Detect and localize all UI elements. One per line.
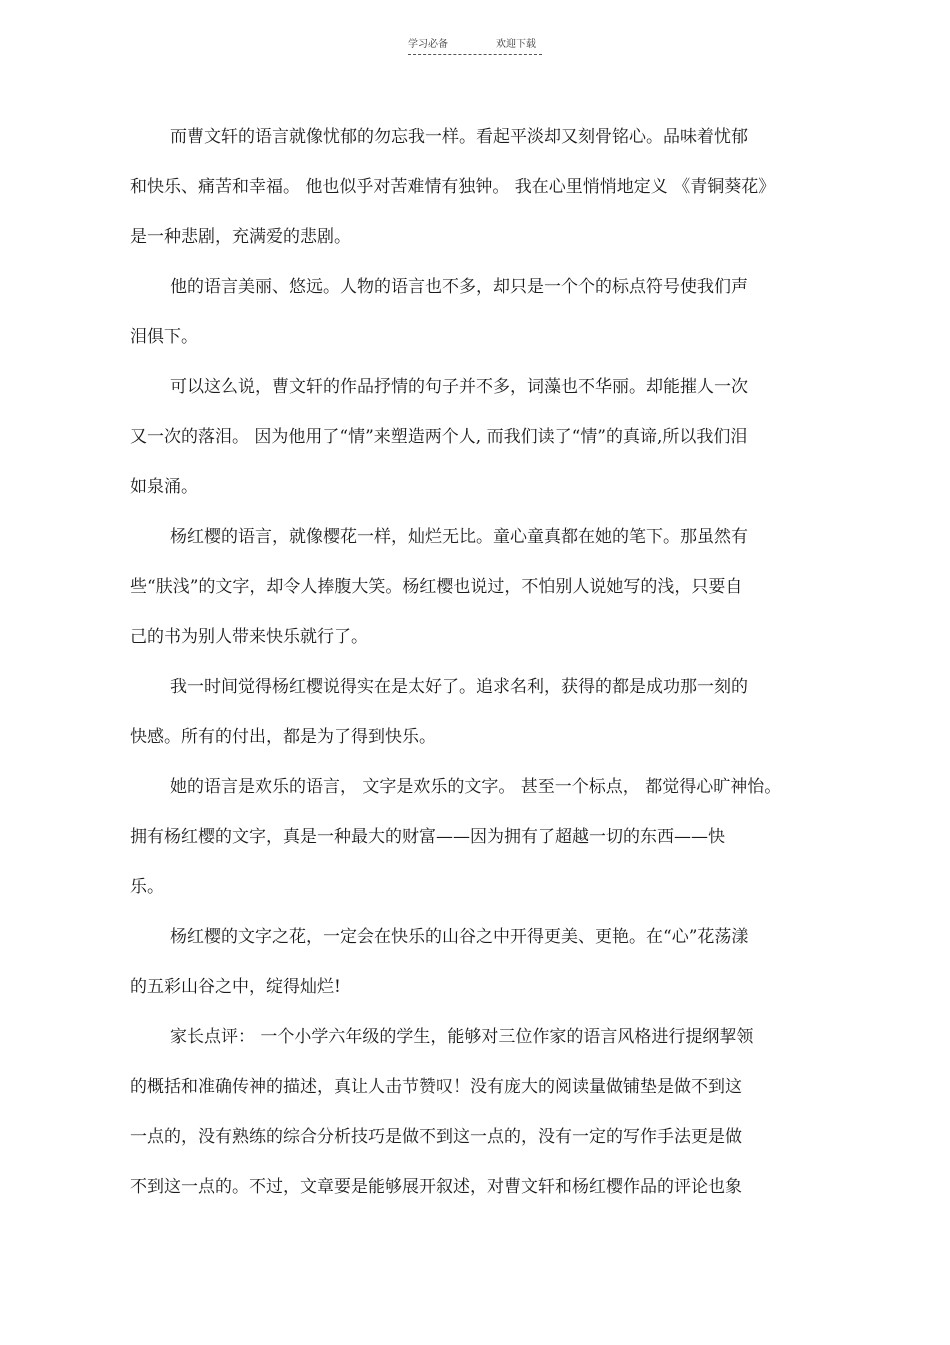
text-line: 是一种悲剧，充满爱的悲剧。 [130,227,351,247]
text-line: 的五彩山谷之中，绽得灿烂! [130,977,341,997]
header-left-text: 学习必备 [408,39,448,50]
text-line: 他的语言美丽、悠远。人物的语言也不多，却只是一个个的标点符号使我们声 [170,277,748,297]
text-line: 一点的，没有熟练的综合分析技巧是做不到这一点的，没有一定的写作手法更是做 [130,1127,742,1147]
text-line: 不到这一点的。不过，文章要是能够展开叙述，对曹文轩和杨红樱作品的评论也象 [130,1177,742,1197]
text-line: 拥有杨红樱的文字，真是一种最大的财富——因为拥有了超越一切的东西——快 [130,827,725,847]
text-line: 些“肤浅”的文字，却令人捧腹大笑。杨红樱也说过，不怕别人说她写的浅，只要自 [130,577,743,597]
text-line: 如泉涌。 [130,477,198,497]
text-line: 杨红樱的语言，就像樱花一样，灿烂无比。童心童真都在她的笔下。那虽然有 [170,527,748,547]
text-line: 泪俱下。 [130,327,198,347]
text-line: 又一次的落泪。 因为他用了“情”来塑造两个人, 而我们读了“情”的真谛,所以我们泪 [130,427,748,447]
text-line: 乐。 [130,877,164,897]
text-line: 家长点评： 一个小学六年级的学生，能够对三位作家的语言风格进行提纲挈领 [170,1027,754,1047]
page-header [408,38,542,58]
text-line: 我一时间觉得杨红樱说得实在是太好了。追求名利，获得的都是成功那一刻的 [170,677,748,697]
text-line: 己的书为别人带来快乐就行了。 [130,627,368,647]
header-divider [408,54,542,55]
text-line: 杨红樱的文字之花，一定会在快乐的山谷之中开得更美、更艳。在“心”花荡漾 [170,927,749,947]
text-line: 和快乐、痛苦和幸福。 他也似乎对苦难情有独钟。 我在心里悄悄地定义 《青铜葵花》 [130,177,776,197]
text-line: 而曹文轩的语言就像忧郁的勿忘我一样。看起平淡却又刻骨铭心。品味着忧郁 [170,127,748,147]
text-line: 的概括和准确传神的描述，真让人击节赞叹！没有庞大的阅读量做铺垫是做不到这 [130,1077,742,1097]
text-line: 快感。所有的付出，都是为了得到快乐。 [130,727,436,747]
text-line: 她的语言是欢乐的语言， 文字是欢乐的文字。 甚至一个标点， 都觉得心旷神怡。 [170,777,782,797]
header-right-text: 欢迎下载 [496,39,536,50]
document-body [130,124,830,1224]
text-line: 可以这么说，曹文轩的作品抒情的句子并不多，词藻也不华丽。却能摧人一次 [170,377,748,397]
